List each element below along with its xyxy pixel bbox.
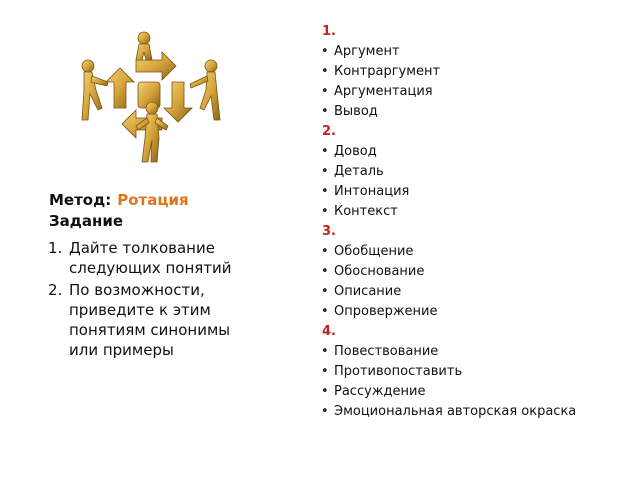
list-item: • Эмоциональная авторская окраска <box>310 402 630 422</box>
step-number: 1. <box>48 239 63 257</box>
step-number: 2. <box>48 281 63 299</box>
task-title: Задание <box>49 212 124 230</box>
list-item: • Интонация <box>310 182 630 202</box>
step-text: По возможности, приведите к этим понятиям синонимы или примеры <box>69 281 231 359</box>
list-item: • Контраргумент <box>310 62 630 82</box>
list-item: • Аргумент <box>310 42 630 62</box>
people-rotation-icon <box>74 20 224 170</box>
list-item: • Обоснование <box>310 262 630 282</box>
list-item: • Рассуждение <box>310 382 630 402</box>
step-item <box>48 238 258 278</box>
steps-list <box>48 238 258 362</box>
list-item: • Описание <box>310 282 630 302</box>
group-heading: 1. <box>322 24 336 39</box>
term-groups <box>310 22 630 422</box>
list-item: • Вывод <box>310 102 630 122</box>
group-heading: 3. <box>322 224 336 239</box>
method-label: Метод: <box>49 191 112 209</box>
list-item: • Обобщение <box>310 242 630 262</box>
method-line <box>49 190 189 210</box>
group-heading: 2. <box>322 124 336 139</box>
list-item: • Довод <box>310 142 630 162</box>
list-item: • Повествование <box>310 342 630 362</box>
list-item: • Противопоставить <box>310 362 630 382</box>
step-item <box>48 280 258 360</box>
list-item: • Опровержение <box>310 302 630 322</box>
group-heading: 4. <box>322 324 336 339</box>
list-item: • Деталь <box>310 162 630 182</box>
list-item: • Аргументация <box>310 82 630 102</box>
method-value: Ротация <box>117 191 189 209</box>
list-item: • Контекст <box>310 202 630 222</box>
step-text: Дайте толкование следующих понятий <box>69 239 232 277</box>
